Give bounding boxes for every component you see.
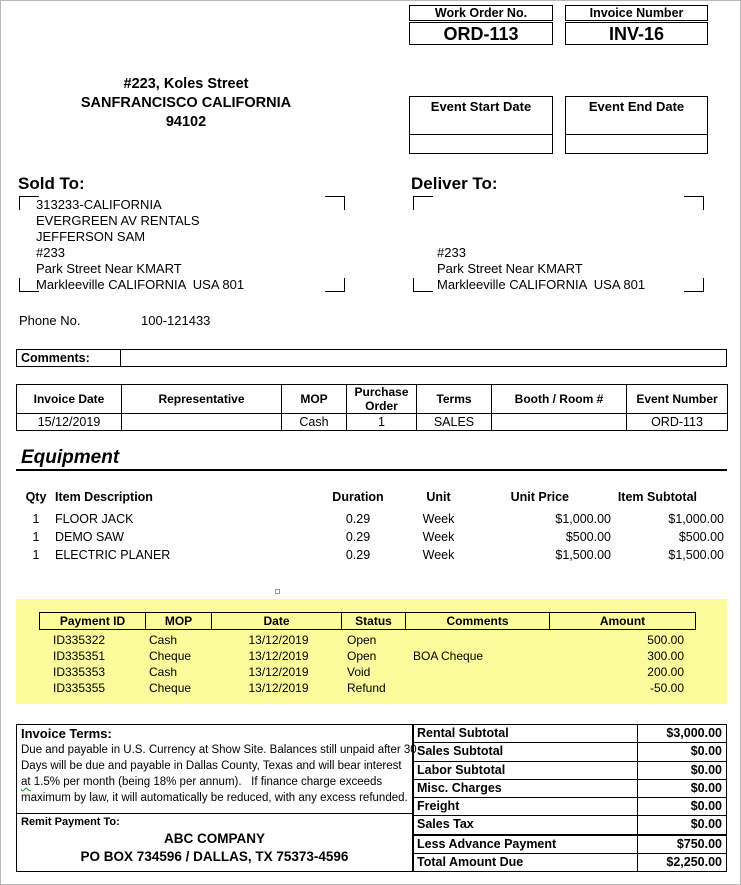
purchase-order-value: 1 bbox=[347, 414, 417, 431]
company-address-line: SANFRANCISCO CALIFORNIA bbox=[80, 95, 292, 111]
equipment-row bbox=[1, 548, 741, 564]
sold-to-line: Markleeville CALIFORNIA USA 801 bbox=[36, 277, 245, 292]
total-row-freight bbox=[414, 797, 726, 815]
total-row-total-amount-due bbox=[414, 853, 726, 871]
terms-remit-divider bbox=[17, 813, 412, 814]
equipment-header-qty: Qty bbox=[25, 490, 47, 504]
total-value: $0.00 bbox=[637, 780, 726, 797]
equipment-qty: 1 bbox=[32, 530, 40, 544]
equipment-unit-price: $1,500.00 bbox=[555, 548, 611, 562]
equipment-unit: Week bbox=[422, 530, 455, 544]
equipment-description: FLOOR JACK bbox=[55, 512, 134, 526]
invoice-terms-line-rest: 1.5% per month (being 18% per annum). If finance charge exceeds bbox=[30, 776, 383, 788]
order-info-value-row bbox=[17, 414, 728, 431]
equipment-unit-price: $500.00 bbox=[565, 530, 611, 544]
equipment-header-unit-price: Unit Price bbox=[510, 490, 569, 504]
total-row-labor-subtotal bbox=[414, 761, 726, 779]
total-row-sales-subtotal bbox=[414, 742, 726, 760]
total-label: Misc. Charges bbox=[417, 780, 502, 795]
total-row-rental-subtotal bbox=[414, 725, 726, 742]
company-address bbox=[31, 75, 341, 132]
equipment-title-rule bbox=[16, 469, 727, 471]
order-info-header: Booth / Room # bbox=[492, 385, 627, 414]
total-label: Total Amount Due bbox=[417, 854, 524, 869]
order-info-header: MOP bbox=[282, 385, 347, 414]
invoice-date-value: 15/12/2019 bbox=[17, 414, 122, 431]
remit-address: PO BOX 734596 / DALLAS, TX 75373-4596 bbox=[80, 849, 349, 864]
payment-amount: 500.00 bbox=[647, 633, 684, 647]
payment-status: Void bbox=[347, 665, 371, 679]
mop-value: Cash bbox=[282, 414, 347, 431]
equipment-header-item-subtotal: Item Subtotal bbox=[617, 490, 697, 504]
invoice-terms-line: Due and payable in U.S. Currency at Show Site. Balances still unpaid after 30 bbox=[21, 744, 417, 756]
sold-to-bracket-bottom-right bbox=[325, 278, 345, 292]
equipment-description: ELECTRIC PLANER bbox=[55, 548, 171, 562]
total-label: Sales Subtotal bbox=[417, 744, 504, 759]
phone-value: 100-121433 bbox=[141, 313, 211, 328]
invoice-terms-line bbox=[21, 776, 382, 788]
remit-company: ABC COMPANY bbox=[164, 831, 265, 846]
work-order-value-box: ORD-113 bbox=[409, 22, 553, 45]
company-address-line: #223, Koles Street bbox=[123, 76, 249, 92]
invoice-number-label-box: Invoice Number bbox=[565, 5, 708, 21]
total-value: $750.00 bbox=[637, 836, 726, 853]
sold-to-bracket-top-right bbox=[325, 196, 345, 210]
payment-date: 13/12/2019 bbox=[248, 633, 309, 647]
event-end-date-box bbox=[565, 96, 708, 154]
equipment-row bbox=[1, 512, 741, 528]
representative-value bbox=[122, 414, 282, 431]
equipment-header-row bbox=[1, 490, 741, 506]
total-label: Freight bbox=[417, 799, 460, 813]
company-address-line: 94102 bbox=[165, 114, 207, 130]
invoice-number-value-box: INV-16 bbox=[565, 22, 708, 45]
comments-label: Comments: bbox=[17, 350, 121, 366]
deliver-to-line bbox=[437, 213, 645, 229]
sold-to-line: Park Street Near KMART bbox=[36, 261, 182, 276]
total-label: Labor Subtotal bbox=[417, 762, 506, 777]
total-value: $0.00 bbox=[637, 798, 726, 815]
deliver-to-heading: Deliver To: bbox=[411, 174, 498, 193]
event-start-date-value bbox=[410, 135, 552, 152]
payment-mop: Cash bbox=[149, 633, 178, 647]
order-info-header: Event Number bbox=[627, 385, 728, 414]
total-value: $3,000.00 bbox=[637, 725, 726, 742]
payment-row bbox=[1, 633, 741, 648]
phone-label: Phone No. bbox=[19, 313, 81, 328]
deliver-to-line: #233 bbox=[437, 245, 466, 260]
payment-date: 13/12/2019 bbox=[248, 681, 309, 695]
total-label: Sales Tax bbox=[417, 817, 474, 832]
payment-mop: Cash bbox=[149, 665, 178, 679]
order-info-header: Representative bbox=[122, 385, 282, 414]
equipment-header-duration: Duration bbox=[332, 490, 384, 504]
total-value: $0.00 bbox=[637, 743, 726, 760]
equipment-row bbox=[1, 530, 741, 546]
payments-header-date: Date bbox=[211, 612, 342, 630]
event-end-date-label: Event End Date bbox=[566, 97, 707, 135]
booth-room-value bbox=[492, 414, 627, 431]
payment-amount: 200.00 bbox=[647, 665, 684, 679]
payment-status: Open bbox=[347, 649, 377, 663]
payment-amount: 300.00 bbox=[647, 649, 684, 663]
total-value: $0.00 bbox=[637, 816, 726, 833]
payment-mop: Cheque bbox=[149, 681, 192, 695]
payment-id: ID335355 bbox=[53, 681, 106, 695]
deliver-to-bracket-bottom-right bbox=[684, 278, 704, 292]
equipment-header-unit: Unit bbox=[426, 490, 451, 504]
remit-payment-label: Remit Payment To: bbox=[21, 816, 120, 828]
equipment-unit: Week bbox=[422, 512, 455, 526]
equipment-section-title: Equipment bbox=[21, 447, 120, 468]
sold-to-line: #233 bbox=[36, 245, 65, 260]
deliver-to-bracket-bottom-left bbox=[413, 278, 433, 292]
payments-header-comments: Comments bbox=[405, 612, 550, 630]
equipment-unit-price: $1,000.00 bbox=[555, 512, 611, 526]
total-value: $2,250.00 bbox=[637, 854, 726, 871]
payment-row bbox=[1, 665, 741, 680]
form-artifact-square bbox=[275, 589, 280, 594]
sold-to-line: EVERGREEN AV RENTALS bbox=[36, 213, 200, 228]
deliver-to-address bbox=[437, 197, 645, 293]
spellcheck-underlined-word: at bbox=[21, 776, 31, 788]
order-info-header: Invoice Date bbox=[17, 385, 122, 414]
terms-value: SALES bbox=[417, 414, 492, 431]
order-info-header-row bbox=[17, 385, 728, 414]
comments-value bbox=[121, 350, 726, 366]
payment-amount: -50.00 bbox=[649, 681, 684, 695]
invoice-terms-line: maximum by law, it will automatically be reduced, with any excess refunded. bbox=[21, 792, 408, 804]
deliver-to-line: Park Street Near KMART bbox=[437, 261, 583, 276]
deliver-to-bracket-top-right bbox=[684, 196, 704, 210]
payments-header-mop: MOP bbox=[145, 612, 212, 630]
sold-to-heading: Sold To: bbox=[18, 174, 85, 193]
event-start-date-box bbox=[409, 96, 553, 154]
sold-to-line: JEFFERSON SAM bbox=[36, 229, 146, 244]
equipment-duration: 0.29 bbox=[345, 530, 371, 544]
payment-comments: BOA Cheque bbox=[413, 649, 484, 663]
equipment-duration: 0.29 bbox=[345, 512, 371, 526]
totals-table bbox=[413, 724, 727, 872]
equipment-duration: 0.29 bbox=[345, 548, 371, 562]
order-info-header: Terms bbox=[417, 385, 492, 414]
event-number-value: ORD-113 bbox=[627, 414, 728, 431]
equipment-item-subtotal: $1,000.00 bbox=[668, 512, 724, 526]
comments-box bbox=[16, 349, 727, 367]
payment-mop: Cheque bbox=[149, 649, 192, 663]
invoice-terms-title: Invoice Terms: bbox=[21, 726, 112, 741]
deliver-to-bracket-top-left bbox=[413, 196, 433, 210]
payments-header-row bbox=[39, 612, 696, 630]
payment-id: ID335353 bbox=[53, 665, 106, 679]
order-info-header: Purchase Order bbox=[347, 385, 417, 414]
payment-status: Refund bbox=[347, 681, 386, 695]
equipment-qty: 1 bbox=[32, 548, 40, 562]
total-row-misc-charges bbox=[414, 779, 726, 797]
total-value: $0.00 bbox=[637, 762, 726, 779]
order-info-table bbox=[16, 384, 728, 431]
equipment-description: DEMO SAW bbox=[55, 530, 124, 544]
sold-to-address bbox=[36, 197, 244, 293]
sold-to-line: 313233-CALIFORNIA bbox=[36, 197, 162, 212]
payment-row bbox=[1, 681, 741, 696]
payment-date: 13/12/2019 bbox=[248, 665, 309, 679]
equipment-item-subtotal: $500.00 bbox=[678, 530, 724, 544]
event-start-date-label: Event Start Date bbox=[410, 97, 552, 135]
deliver-to-line bbox=[437, 197, 645, 213]
total-row-sales-tax bbox=[414, 815, 726, 833]
payment-row bbox=[1, 649, 741, 664]
event-end-date-value bbox=[566, 135, 707, 152]
equipment-qty: 1 bbox=[32, 512, 40, 526]
total-label: Rental Subtotal bbox=[417, 726, 509, 740]
deliver-to-line: Markleeville CALIFORNIA USA 801 bbox=[437, 277, 646, 292]
payments-header-status: Status bbox=[341, 612, 406, 630]
total-label: Less Advance Payment bbox=[417, 836, 557, 851]
deliver-to-line bbox=[437, 229, 645, 245]
payment-date: 13/12/2019 bbox=[248, 649, 309, 663]
equipment-item-subtotal: $1,500.00 bbox=[668, 548, 724, 562]
total-row-less-advance-payment bbox=[414, 834, 726, 853]
work-order-label-box: Work Order No. bbox=[409, 5, 553, 21]
payment-id: ID335322 bbox=[53, 633, 106, 647]
equipment-header-description: Item Description bbox=[55, 490, 153, 504]
payment-id: ID335351 bbox=[53, 649, 106, 663]
invoice-terms-line: Days will be due and payable in Dallas County, Texas and will bear interest bbox=[21, 760, 402, 772]
payments-header-payment-id: Payment ID bbox=[39, 612, 146, 630]
payments-header-amount: Amount bbox=[549, 612, 696, 630]
equipment-unit: Week bbox=[422, 548, 455, 562]
payment-status: Open bbox=[347, 633, 377, 647]
